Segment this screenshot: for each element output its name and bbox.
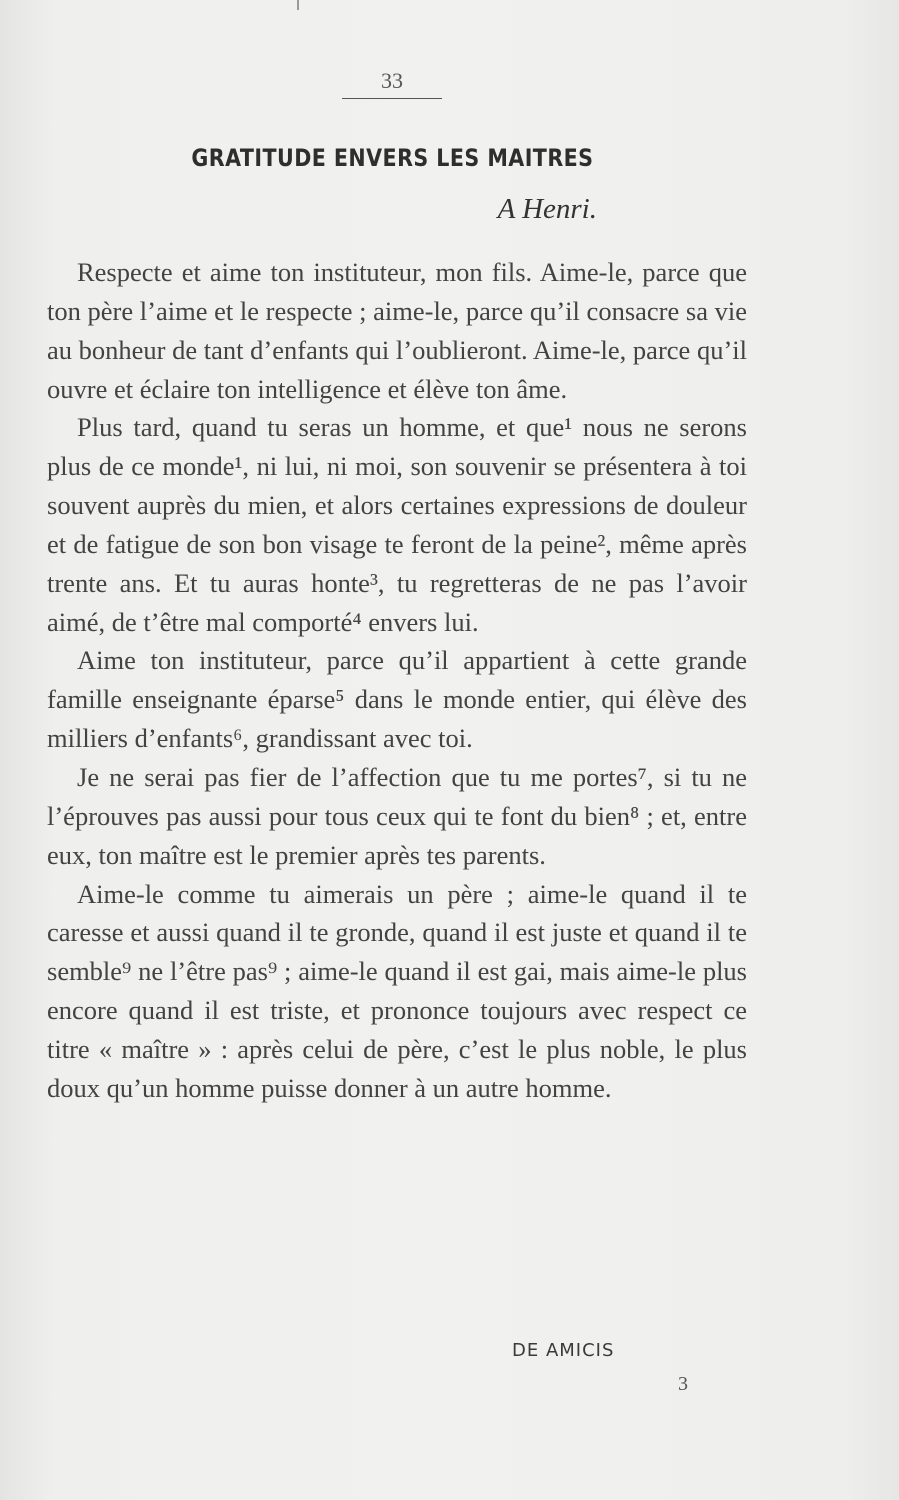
binding-mark (297, 0, 299, 10)
paragraph: Je ne serai pas fier de l’affection que tu me portes⁷, si tu ne l’éprouves pas aussi pour tous ceux qui te font du bien⁸ ; et, entre eux, ton maître est le premier après tes parents. (47, 761, 747, 870)
page-number-rule (342, 98, 442, 99)
page-number: 33 (381, 68, 403, 93)
chapter-title: GRATITUDE ENVERS LES MAITRES (191, 144, 594, 172)
paragraph: Aime ton instituteur, parce qu’il appartient à cette grande famille enseignante éparse⁵ dans le monde entier, qui élève des milliers d’enfants⁶, grandissant avec toi. (47, 645, 747, 754)
dedication: A Henri. (497, 193, 597, 225)
signature-marker: 3 (678, 1373, 688, 1395)
paragraph: Respecte et aime ton instituteur, mon fils. Aime-le, parce que ton père l’aime et le respecte ; aime-le, parce qu’il consacre sa vie au bonheur de tant d’enfants qui l’oublieront. Aime-le, parce qu’il ouvre et éclaire ton intelligence et élève ton âme. (47, 257, 747, 404)
body-text (47, 253, 747, 1108)
paragraph: Aime-le comme tu aimerais un père ; aime-le quand il te caresse et aussi quand il te gronde, quand il est juste et quand il te semble⁹ ne l’être pas⁹ ; aime-le quand il est gai, mais aime-le plus encore quand il est triste, et prononce toujours avec respect ce titre « maître » : après celui de père, c’est le plus noble, le plus doux qu’un homme puisse donner à un autre homme. (47, 878, 747, 1103)
author-signature: DE AMICIS (512, 1340, 615, 1361)
paragraph: Plus tard, quand tu seras un homme, et que¹ nous ne serons plus de ce monde¹, ni lui, ni moi, son souvenir se présentera à toi souvent auprès du mien, et alors certaines expressions de douleur et de fatigue de son bon visage te feront de la peine², même après trente ans. Et tu auras honte³, tu regretteras de ne pas l’avoir aimé, de t’être mal comporté⁴ envers lui. (47, 412, 747, 637)
